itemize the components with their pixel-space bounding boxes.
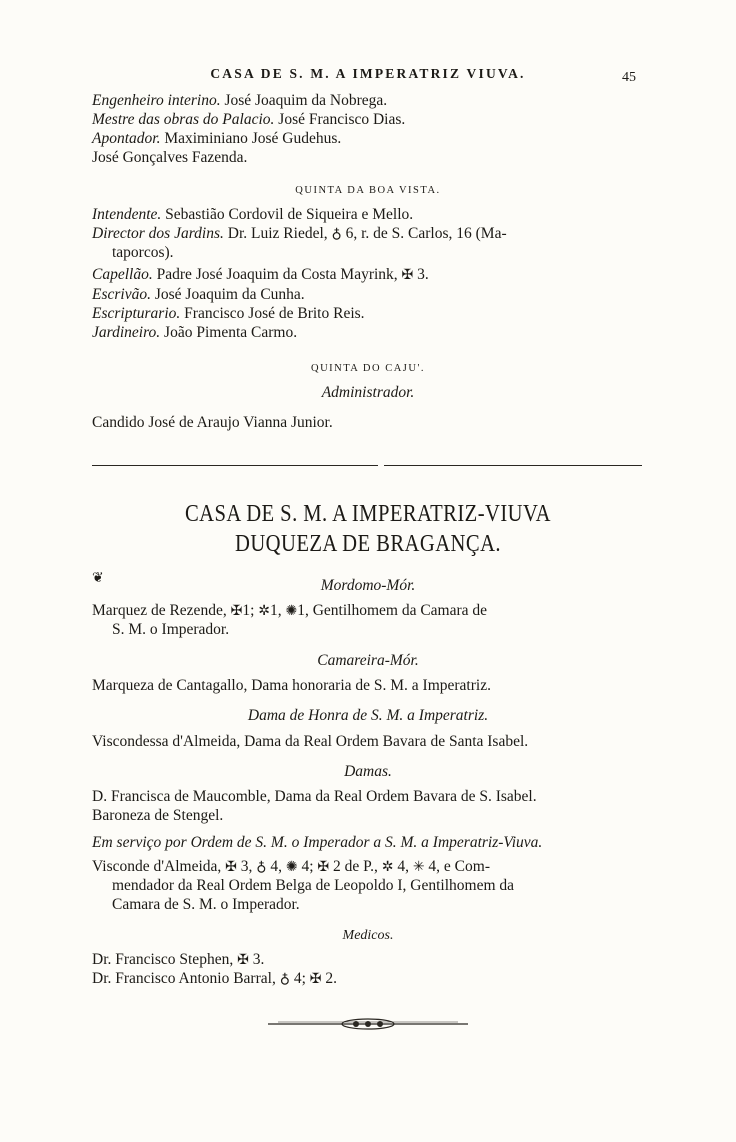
entry-text: Padre José Joaquim da Costa Mayrink, — [152, 266, 402, 283]
entry-intendente — [92, 206, 652, 224]
medal-order-icon: ✺ — [285, 860, 298, 875]
subheading-medicos: Medicos. — [342, 928, 394, 943]
entry-text: 1, — [269, 602, 286, 619]
role-label: Director dos Jardins. — [92, 225, 224, 242]
medal-order-icon: ✺ — [285, 604, 298, 619]
entry-text: Dr. Francisco Antonio Barral, — [92, 970, 280, 987]
role-label: Mestre das obras do Palacio. — [92, 111, 275, 128]
entry-dama-1: D. Francisca de Maucomble, Dama da Real Ordem Bavara de S. Isabel. — [92, 788, 537, 805]
star-order-icon: ✲ — [381, 860, 394, 875]
running-header: CASA DE S. M. A IMPERATRIZ VIUVA. — [210, 66, 526, 81]
subheading-servico: Em serviço por Ordem de S. M. o Imperador a S. M. a Imperatriz-Viuva. — [92, 834, 543, 851]
role-label: Escripturario. — [92, 305, 181, 322]
entry-text: Visconde d'Almeida, — [92, 858, 226, 875]
entry-text: 2. — [321, 970, 337, 987]
entry-director-cont: taporcos). — [112, 244, 174, 261]
role-label: Jardineiro. — [92, 324, 161, 341]
fleuron-icon: ❦ — [92, 571, 104, 586]
entry-apontador — [92, 130, 652, 148]
subheading-dama-honra: Dama de Honra de S. M. a Imperatriz. — [247, 707, 489, 724]
section-divider-left — [92, 465, 378, 466]
entry-text: 3, — [236, 858, 257, 875]
entry-visconde — [92, 858, 652, 877]
entry-visconde-cont2: Camara de S. M. o Imperador. — [112, 896, 300, 913]
entry-fazenda — [92, 149, 652, 167]
entry-director — [92, 225, 652, 244]
entry-text: Maximiniano José Gudehus. — [160, 130, 342, 147]
entry-jardineiro — [92, 324, 652, 342]
cross-order-icon: ✠ — [309, 972, 322, 987]
role-label: Apontador. — [92, 130, 161, 147]
main-title-line2: DUQUEZA DE BRAGANÇA. — [234, 531, 502, 557]
entry-text: 1; — [242, 602, 259, 619]
cross-order-icon: ✠ — [225, 860, 237, 875]
entry-dama-2: Baroneza de Stengel. — [92, 807, 224, 824]
entry-engenheiro — [92, 92, 652, 110]
cross-order-icon: ✠ — [230, 604, 243, 619]
entry-dama-honra: Viscondessa d'Almeida, Dama da Real Ordem Bavara de Santa Isabel. — [92, 733, 529, 750]
entry-text: 4; — [297, 858, 318, 875]
page-number: 45 — [622, 70, 636, 85]
entry-text: José Joaquim da Cunha. — [150, 286, 305, 303]
entry-text: José Francisco Dias. — [274, 111, 406, 128]
entry-camareira: Marqueza de Cantagallo, Dama honoraria de S. M. a Imperatriz. — [92, 677, 491, 694]
entry-text: 6, r. de S. Carlos, 16 (Ma- — [341, 225, 507, 242]
entry-text: 3. — [248, 951, 265, 968]
subheading-mordomo: Mordomo-Mór. — [320, 577, 416, 594]
cross-order-icon: ✠ — [237, 953, 249, 968]
star-order-icon: ✲ — [258, 604, 270, 619]
entry-text: João Pimenta Carmo. — [160, 324, 298, 341]
entry-text: 4, e Com- — [424, 858, 490, 875]
entry-medico-2 — [92, 970, 652, 989]
section-divider-right — [384, 465, 642, 466]
entry-mordomo-cont: S. M. o Imperador. — [112, 621, 230, 638]
role-label: Intendente. — [92, 206, 162, 223]
entry-capellao — [92, 266, 652, 285]
entry-escrivao — [92, 286, 652, 304]
rose-order-icon: ♁ — [279, 972, 290, 987]
entry-text: José Gonçalves Fazenda. — [92, 149, 248, 166]
role-label: Engenheiro interino. — [92, 92, 221, 109]
cross-order-icon: ✠ — [317, 860, 330, 875]
entry-text: 2 de P., — [329, 858, 382, 875]
entry-mordomo — [92, 602, 652, 621]
role-label: Escrivão. — [92, 286, 151, 303]
entry-text: 4; — [289, 970, 310, 987]
rose-order-icon: ♁ — [331, 227, 342, 242]
entry-text: 3. — [413, 266, 429, 283]
end-ornament-icon — [268, 1014, 468, 1034]
entry-text: Marquez de Rezende, — [92, 602, 231, 619]
entry-visconde-cont1: mendador da Real Ordem Belga de Leopoldo I, Gentilhomem da — [112, 877, 515, 894]
entry-text: Sebastião Cordovil de Siqueira e Mello. — [161, 206, 414, 223]
entry-text: Dr. Luiz Riedel, — [223, 225, 332, 242]
subheading-administrador: Administrador. — [321, 384, 415, 401]
section-heading-boa-vista: QUINTA DA BOA VISTA. — [295, 185, 441, 196]
subheading-damas: Damas. — [344, 763, 392, 780]
role-label: Capellão. — [92, 266, 153, 283]
small-star-order-icon: ✳ — [412, 860, 425, 875]
rose-order-icon: ♁ — [256, 860, 267, 875]
entry-text: 4, — [266, 858, 286, 875]
entry-text: Francisco José de Brito Reis. — [180, 305, 365, 322]
entry-medico-1 — [92, 951, 652, 970]
subheading-camareira: Camareira-Mór. — [317, 652, 419, 669]
entry-text: José Joaquim da Nobrega. — [220, 92, 388, 109]
section-heading-caju: QUINTA DO CAJU'. — [310, 363, 425, 374]
entry-mestre — [92, 111, 652, 129]
entry-text: 4, — [393, 858, 413, 875]
cross-order-icon: ✠ — [401, 268, 414, 283]
entry-escripturario — [92, 305, 652, 323]
main-title-line1: CASA DE S. M. A IMPERATRIZ-VIUVA — [184, 501, 552, 527]
entry-administrador: Candido José de Araujo Vianna Junior. — [92, 414, 333, 431]
entry-text: Dr. Francisco Stephen, — [92, 951, 238, 968]
entry-text: 1, Gentilhomem da Camara de — [297, 602, 488, 619]
